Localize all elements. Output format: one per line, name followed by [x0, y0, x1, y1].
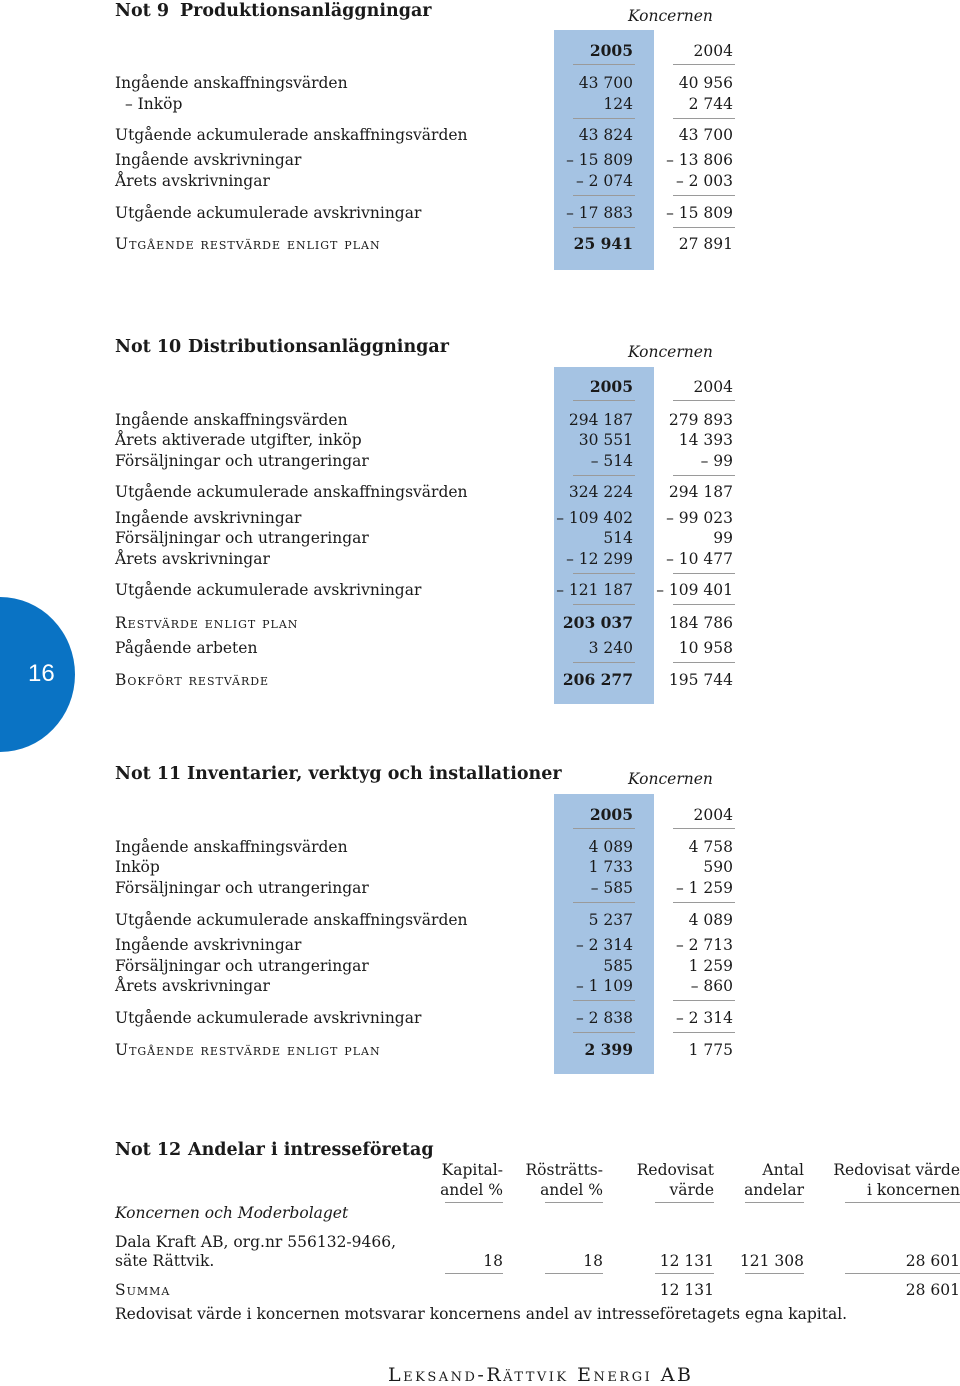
- note10-restvarde-value-previous: 184 786: [668, 614, 733, 632]
- note11-year-rule-current: [573, 828, 635, 829]
- note9-row-label: Ingående anskaffningsvärden: [115, 74, 348, 92]
- note11-row-value-previous: – 1 259: [675, 879, 733, 897]
- note11-row-label: Utgående ackumulerade anskaffningsvärden: [115, 911, 468, 929]
- note10-year-current: 2005: [589, 377, 633, 396]
- page-number: 16: [28, 660, 55, 687]
- note9-year-previous: 2004: [693, 42, 733, 60]
- note9-subtotal-rule: [573, 118, 635, 119]
- note9-column-group: Koncernen: [628, 7, 713, 25]
- note11-subtotal-rule: [573, 902, 635, 903]
- note10-row-label: Utgående ackumulerade avskrivningar: [115, 581, 422, 599]
- note9-row-label: Utgående ackumulerade anskaffningsvärden: [115, 126, 468, 144]
- note11-subtotal-rule: [573, 1000, 635, 1001]
- note9-row-value-previous: 43 700: [678, 126, 733, 144]
- note11-row-label: Årets avskrivningar: [115, 977, 270, 995]
- note10-restvarde-label: Restvärde enligt plan: [115, 614, 299, 632]
- note11-row-label: Ingående avskrivningar: [115, 936, 302, 954]
- note12-company-antal-andelar: 121 308: [739, 1252, 804, 1270]
- note12-header-koncern-varde: Redovisat värde: [833, 1161, 960, 1179]
- note9-subtotal-rule: [673, 227, 735, 228]
- note12-header-rostrattsandel: Rösträtts-: [525, 1161, 603, 1179]
- note10-row-label: Försäljningar och utrangeringar: [115, 452, 369, 470]
- note9-row-value-previous: – 2 003: [675, 172, 733, 190]
- note11-total-value-previous: 1 775: [688, 1041, 733, 1059]
- note9-row-value-current: – 15 809: [566, 151, 633, 169]
- note12-header-kapitalandel: Kapital-: [441, 1161, 503, 1179]
- note12-header-antal: Antal: [762, 1161, 804, 1179]
- note11-row-value-current: 4 089: [588, 838, 633, 856]
- note11-row-value-current: 1 733: [588, 858, 633, 876]
- note12-title: Andelar i intresseföretag: [188, 1140, 434, 1160]
- note11-subtotal-rule: [673, 902, 735, 903]
- note12-number: Not 12: [115, 1140, 182, 1160]
- note9-subtotal-rule: [673, 118, 735, 119]
- note10-restvarde-value-current: 203 037: [562, 613, 633, 632]
- note11-row-value-previous: 4 758: [688, 838, 733, 856]
- note12-footnote: Redovisat värde i koncernen motsvarar koncernens andel av intresseföretagets egna kapital.: [115, 1305, 848, 1323]
- note9-total-value-current: 25 941: [573, 234, 633, 253]
- note9-subtotal-rule: [573, 227, 635, 228]
- note11-total-label: Utgående restvärde enligt plan: [115, 1041, 381, 1059]
- note12-header-rule: [545, 1202, 603, 1203]
- note9-row-value-current: – 17 883: [566, 204, 633, 222]
- note11-row-value-previous: 4 089: [688, 911, 733, 929]
- note10-row-value-previous: – 10 477: [666, 550, 733, 568]
- note11-row-value-current: – 1 109: [575, 977, 633, 995]
- note10-year-previous: 2004: [693, 378, 733, 396]
- note12-sum-rule: [445, 1273, 503, 1274]
- note9-row-label: Utgående ackumulerade avskrivningar: [115, 204, 422, 222]
- note12-sum-rule: [545, 1273, 603, 1274]
- note11-row-value-previous: – 2 314: [675, 1009, 733, 1027]
- note11-total-value-current: 2 399: [584, 1040, 633, 1059]
- note10-row-value-current: 3 240: [588, 639, 633, 657]
- note10-bokfort-value-previous: 195 744: [668, 671, 733, 689]
- note12-company-redovisat-varde: 12 131: [659, 1252, 714, 1270]
- note10-subtotal-rule: [573, 662, 635, 663]
- note10-row-label: Ingående anskaffningsvärden: [115, 411, 348, 429]
- note10-row-value-previous: 279 893: [668, 411, 733, 429]
- note11-row-value-current: 585: [603, 957, 633, 975]
- note9-row-value-previous: – 15 809: [666, 204, 733, 222]
- note10-row-label: Pågående arbeten: [115, 639, 258, 657]
- note12-header-antal-andelar: andelar: [744, 1181, 804, 1199]
- note10-row-value-previous: 10 958: [678, 639, 733, 657]
- note12-header-koncern-varde-line2: i koncernen: [867, 1181, 960, 1199]
- note12-group-label: Koncernen och Moderbolaget: [115, 1204, 349, 1222]
- note10-row-label: Utgående ackumulerade anskaffningsvärden: [115, 483, 468, 501]
- note12-company-kapitalandel: 18: [483, 1252, 503, 1270]
- note10-row-value-current: – 121 187: [556, 581, 633, 599]
- note9-row-label: Årets avskrivningar: [115, 172, 270, 190]
- note11-row-label: Ingående anskaffningsvärden: [115, 838, 348, 856]
- note10-subtotal-rule: [573, 475, 635, 476]
- note9-title: Produktionsanläggningar: [180, 1, 432, 21]
- note9-row-value-previous: 40 956: [678, 74, 733, 92]
- note10-row-value-previous: – 109 401: [656, 581, 733, 599]
- note10-number: Not 10: [115, 337, 182, 357]
- note9-year-current: 2005: [589, 41, 633, 60]
- note10-row-value-current: – 514: [590, 452, 633, 470]
- note10-subtotal-rule: [673, 662, 735, 663]
- note11-subtotal-rule: [573, 1032, 635, 1033]
- note10-row-value-current: – 12 299: [566, 550, 633, 568]
- note10-subtotal-rule: [573, 573, 635, 574]
- company-footer: Leksand-Rättvik Energi AB: [388, 1364, 694, 1386]
- note12-company-line1: Dala Kraft AB, org.nr 556132-9466,: [115, 1233, 397, 1251]
- note12-company-line2: säte Rättvik.: [115, 1252, 215, 1270]
- note10-row-value-current: – 109 402: [556, 509, 633, 527]
- note11-title: Inventarier, verktyg och installationer: [187, 764, 562, 784]
- note9-row-value-current: – 2 074: [575, 172, 633, 190]
- note9-subtotal-rule: [673, 195, 735, 196]
- note11-row-value-previous: – 2 713: [675, 936, 733, 954]
- note12-header-kapitalandel-unit: andel %: [440, 1181, 503, 1199]
- note10-subtotal-rule: [673, 604, 735, 605]
- note9-row-label: Ingående avskrivningar: [115, 151, 302, 169]
- note10-row-value-previous: 294 187: [668, 483, 733, 501]
- note10-bokfort-label: Bokfört restvärde: [115, 671, 270, 689]
- note10-year-rule-current: [573, 400, 635, 401]
- note11-row-value-previous: – 860: [690, 977, 733, 995]
- note11-row-value-current: – 585: [590, 879, 633, 897]
- note12-company-koncern-varde: 28 601: [905, 1252, 960, 1270]
- note10-row-value-previous: 14 393: [678, 431, 733, 449]
- note11-number: Not 11: [115, 764, 182, 784]
- note11-row-label: Försäljningar och utrangeringar: [115, 879, 369, 897]
- note11-row-value-previous: 1 259: [688, 957, 733, 975]
- note10-row-value-current: 324 224: [568, 483, 633, 501]
- note11-row-value-current: – 2 314: [575, 936, 633, 954]
- note10-subtotal-rule: [573, 604, 635, 605]
- note11-row-value-previous: 590: [703, 858, 733, 876]
- note12-sum-label: Summa: [115, 1281, 171, 1299]
- note9-row-value-previous: 2 744: [688, 95, 733, 113]
- note10-title: Distributionsanläggningar: [188, 337, 449, 357]
- note10-subtotal-rule: [673, 573, 735, 574]
- note12-header-rule: [655, 1202, 714, 1203]
- note11-row-label: Försäljningar och utrangeringar: [115, 957, 369, 975]
- note9-row-value-previous: – 13 806: [666, 151, 733, 169]
- note12-header-rule: [745, 1202, 804, 1203]
- note12-header-rule: [445, 1202, 503, 1203]
- note9-year-rule-previous: [673, 64, 735, 65]
- note11-row-label: Inköp: [115, 858, 160, 876]
- note10-row-value-current: 30 551: [578, 431, 633, 449]
- note10-row-label: Årets avskrivningar: [115, 550, 270, 568]
- note9-total-value-previous: 27 891: [678, 235, 733, 253]
- note12-header-rostrattsandel-unit: andel %: [540, 1181, 603, 1199]
- note12-header-redovisat: Redovisat: [636, 1161, 714, 1179]
- note10-row-value-current: 514: [603, 529, 633, 547]
- note9-total-label: Utgående restvärde enligt plan: [115, 235, 381, 253]
- note10-year-rule-previous: [673, 400, 735, 401]
- note11-year-current: 2005: [589, 805, 633, 824]
- note12-sum-rule: [845, 1273, 960, 1274]
- note12-header-rule: [845, 1202, 960, 1203]
- note9-year-rule-current: [573, 64, 635, 65]
- note12-sum-rule: [745, 1273, 804, 1274]
- note12-sum-koncern-varde: 28 601: [905, 1281, 960, 1299]
- note9-row-value-current: 43 700: [578, 74, 633, 92]
- note9-row-value-current: 124: [603, 95, 633, 113]
- note10-row-label: Ingående avskrivningar: [115, 509, 302, 527]
- note10-row-value-previous: 99: [713, 529, 733, 547]
- note11-row-value-current: – 2 838: [575, 1009, 633, 1027]
- note11-subtotal-rule: [673, 1000, 735, 1001]
- note10-row-value-previous: – 99: [700, 452, 733, 470]
- note9-row-value-current: 43 824: [578, 126, 633, 144]
- note11-year-rule-previous: [673, 828, 735, 829]
- note10-row-label: Försäljningar och utrangeringar: [115, 529, 369, 547]
- note10-row-label: Årets aktiverade utgifter, inköp: [115, 431, 362, 449]
- note10-bokfort-value-current: 206 277: [562, 670, 633, 689]
- note9-row-label: – Inköp: [125, 95, 183, 113]
- note11-column-group: Koncernen: [628, 770, 713, 788]
- note9-subtotal-rule: [573, 195, 635, 196]
- note10-subtotal-rule: [673, 475, 735, 476]
- note12-sum-redovisat-varde: 12 131: [659, 1281, 714, 1299]
- note9-number: Not 9: [115, 1, 170, 21]
- note10-column-group: Koncernen: [628, 343, 713, 361]
- note12-header-redovisat-vardet: värde: [669, 1181, 714, 1199]
- note12-company-rostrattsandel: 18: [583, 1252, 603, 1270]
- note11-subtotal-rule: [673, 1032, 735, 1033]
- note11-year-previous: 2004: [693, 806, 733, 824]
- note11-row-label: Utgående ackumulerade avskrivningar: [115, 1009, 422, 1027]
- note11-row-value-current: 5 237: [588, 911, 633, 929]
- note10-row-value-current: 294 187: [568, 411, 633, 429]
- note12-sum-rule: [655, 1273, 714, 1274]
- note10-row-value-previous: – 99 023: [666, 509, 733, 527]
